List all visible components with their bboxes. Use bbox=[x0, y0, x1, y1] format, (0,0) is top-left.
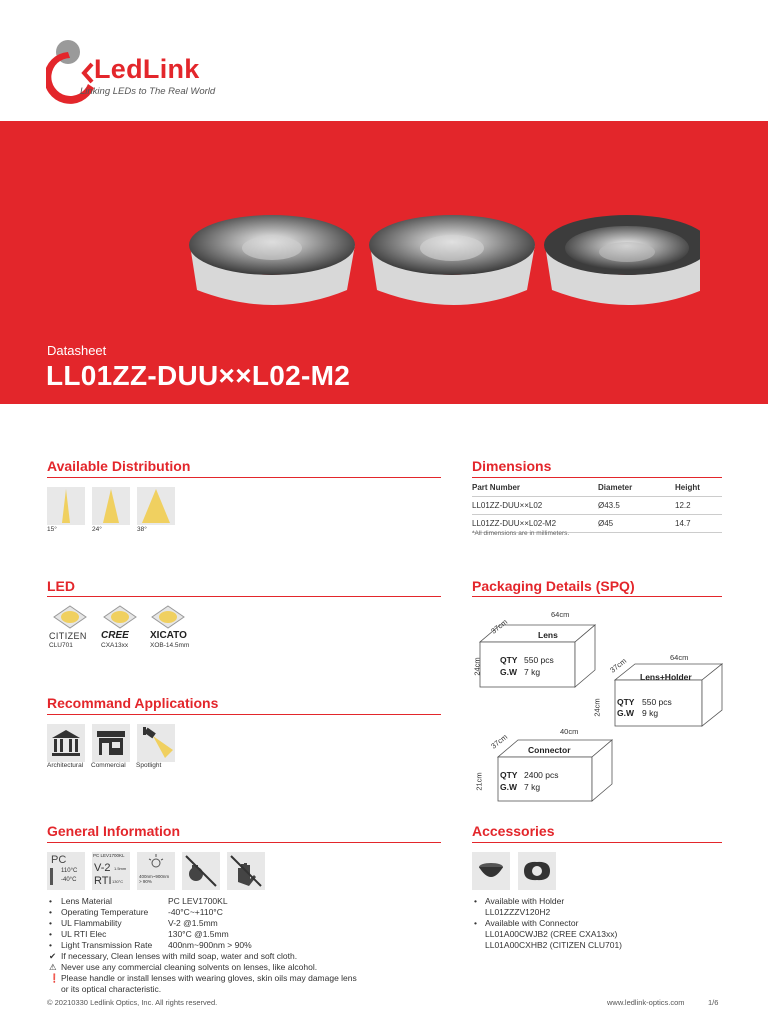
datasheet-label: Datasheet bbox=[47, 343, 107, 358]
connector-part-number: LL01A00CXHB2 (CITIZEN CLU701) bbox=[485, 940, 623, 950]
note-row bbox=[49, 951, 357, 962]
divider bbox=[47, 714, 441, 715]
material-label: PC LEV1700KL bbox=[93, 853, 125, 858]
divider bbox=[472, 842, 722, 843]
spec-row bbox=[49, 940, 357, 951]
care-note: Please handle or install lenses with wearing gloves, skin oils may damage lens bbox=[61, 973, 357, 983]
care-note: or its optical characteristic. bbox=[61, 984, 162, 994]
note-row bbox=[49, 962, 357, 973]
section-title-dimensions: Dimensions bbox=[472, 458, 552, 474]
divider bbox=[472, 596, 722, 597]
spec-key: UL RTI Elec bbox=[61, 929, 107, 939]
note-row bbox=[49, 973, 357, 984]
box-connector-width: 40cm bbox=[560, 727, 579, 736]
rti-label: RTI bbox=[94, 875, 112, 887]
general-specs bbox=[49, 896, 357, 995]
box-connector-depth: 37cm bbox=[489, 732, 510, 751]
distribution-icons bbox=[47, 487, 177, 525]
spec-value: 400nm~900nm > 90% bbox=[168, 940, 252, 950]
spec-key: Lens Material bbox=[61, 896, 113, 906]
cell-part-number: LL01ZZ-DUU××L02 bbox=[472, 497, 598, 515]
dimensions-note: *All dimensions are in millimeters. bbox=[472, 530, 570, 537]
application-label-architectural: Architectural bbox=[47, 762, 84, 769]
ul-rating-tile bbox=[92, 852, 130, 890]
cell-height: 12.2 bbox=[675, 497, 722, 515]
footer-url[interactable]: www.ledlink-optics.com bbox=[607, 998, 685, 1007]
box-holder-depth: 37cm bbox=[608, 656, 629, 675]
product-title: LL01ZZ-DUU××L02-M2 bbox=[46, 360, 351, 391]
bullet: • bbox=[49, 940, 52, 950]
brand-tagline: Linking LEDs to The Real World bbox=[80, 86, 216, 97]
section-title-applications: Recommand Applications bbox=[47, 695, 219, 711]
list-item: • Available with Connector bbox=[474, 918, 579, 928]
bullet: • bbox=[474, 918, 477, 928]
note-row bbox=[49, 984, 357, 995]
divider bbox=[47, 477, 441, 478]
box-lens-name: Lens bbox=[538, 630, 558, 640]
footer-copyright: © 20210330 Ledlink Optics, Inc. All rights reserved. bbox=[47, 998, 218, 1007]
divider bbox=[472, 477, 722, 478]
led-brand-cree: CREE bbox=[101, 630, 129, 641]
box-holder-qty: 550 pcs bbox=[642, 697, 672, 707]
led-brand-citizen: CITIZEN bbox=[49, 631, 87, 641]
lens-photo-1 bbox=[189, 215, 355, 305]
col-height: Height bbox=[675, 480, 722, 497]
store-icon bbox=[97, 731, 125, 755]
box-lens-gw-label: G.W bbox=[500, 667, 517, 677]
alert-icon: ❗ bbox=[49, 973, 60, 983]
pc-temp-high: 110°C bbox=[61, 868, 78, 874]
col-part-number: Part Number bbox=[472, 480, 598, 497]
led-model-citizen: CLU701 bbox=[49, 642, 73, 649]
beam-label-15: 15° bbox=[47, 526, 57, 533]
spec-row bbox=[49, 929, 357, 940]
list-item bbox=[474, 929, 622, 940]
divider bbox=[47, 842, 441, 843]
led-brand-xicato: XICATO bbox=[150, 630, 187, 641]
section-title-packaging: Packaging Details (SPQ) bbox=[472, 578, 635, 594]
list-item bbox=[474, 907, 622, 918]
led-model-xicato: XOB-14.5mm bbox=[150, 642, 190, 649]
section-title-general: General Information bbox=[47, 823, 181, 839]
box-holder-gw: 9 kg bbox=[642, 708, 659, 718]
bullet: • bbox=[49, 929, 52, 939]
beam-label-24: 24° bbox=[92, 526, 102, 533]
pc-temp-low: -40°C bbox=[61, 877, 77, 883]
bullet: • bbox=[49, 918, 52, 928]
connector-icon bbox=[524, 862, 550, 880]
lens-photo-3 bbox=[544, 215, 700, 305]
led-chip-icons bbox=[50, 604, 190, 630]
warning-icon: ⚠ bbox=[49, 962, 57, 972]
sun-icon bbox=[148, 854, 164, 868]
v2-thickness: 1.5mm bbox=[114, 866, 127, 871]
box-connector-height: 21cm bbox=[474, 772, 484, 791]
section-title-accessories: Accessories bbox=[472, 823, 555, 839]
cell-diameter: Ø43.5 bbox=[598, 497, 675, 515]
box-lens-qty: 550 pcs bbox=[524, 655, 554, 665]
box-connector-qty: 2400 pcs bbox=[524, 770, 559, 780]
box-holder-gw-label: G.W bbox=[617, 708, 634, 718]
citizen-chip-icon bbox=[54, 606, 86, 628]
box-lens-qty-label: QTY bbox=[500, 655, 518, 665]
box-connector-qty-label: QTY bbox=[500, 770, 518, 780]
spec-key: Light Transmission Rate bbox=[61, 940, 153, 950]
footer-page-number: 1/6 bbox=[708, 998, 719, 1007]
box-lens-gw: 7 kg bbox=[524, 667, 541, 677]
pc-material-tile bbox=[47, 852, 85, 890]
cree-chip-icon bbox=[104, 606, 136, 628]
check-icon: ✔ bbox=[49, 951, 57, 961]
connector-part-number: LL01A00CWJB2 (CREE CXA13xx) bbox=[485, 929, 618, 939]
list-item: • Available with Holder bbox=[474, 896, 565, 906]
bullet: • bbox=[49, 907, 52, 917]
box-connector-gw: 7 kg bbox=[524, 782, 541, 792]
pc-label: PC bbox=[51, 854, 67, 866]
box-holder-height: 24cm bbox=[592, 698, 602, 717]
divider bbox=[47, 596, 441, 597]
list-item bbox=[474, 940, 622, 951]
box-lens-height: 24cm bbox=[472, 657, 482, 676]
v2-label: V-2 bbox=[94, 862, 111, 874]
spec-row bbox=[49, 907, 357, 918]
led-model-cree: CXA13xx bbox=[101, 642, 129, 649]
bullet: • bbox=[474, 896, 477, 906]
spec-key: Operating Temperature bbox=[61, 907, 149, 917]
rti-temp: 130°C bbox=[112, 879, 124, 884]
section-title-distribution: Available Distribution bbox=[47, 458, 191, 474]
dimensions-table bbox=[472, 480, 722, 533]
care-note: Never use any commercial cleaning solvents on lenses, like alcohol. bbox=[61, 962, 318, 972]
col-diameter: Diameter bbox=[598, 480, 675, 497]
box-connector-gw-label: G.W bbox=[500, 782, 517, 792]
box-holder-qty-label: QTY bbox=[617, 697, 635, 707]
transmission-label: 400nm~900nm > 90% bbox=[139, 874, 170, 884]
box-lens-depth: 37cm bbox=[489, 617, 510, 636]
application-icons bbox=[47, 724, 177, 762]
box-connector-name: Connector bbox=[528, 745, 571, 755]
spec-value: -40°C~+110°C bbox=[168, 907, 223, 917]
transmission-tile bbox=[137, 852, 175, 890]
box-holder-name: Lens+Holder bbox=[640, 672, 692, 682]
accessories-list bbox=[474, 896, 622, 951]
cell-diameter: Ø45 bbox=[598, 515, 675, 533]
spec-value: 130°C @1.5mm bbox=[168, 929, 229, 939]
box-lens-width: 64cm bbox=[551, 610, 570, 619]
brand-name: LedLink bbox=[94, 54, 200, 84]
table-header-row bbox=[472, 480, 722, 497]
table-row bbox=[472, 497, 722, 515]
box-holder-width: 64cm bbox=[670, 653, 689, 662]
care-note: If necessary, Clean lenses with mild soap, water and soft cloth. bbox=[61, 951, 298, 961]
accessory-icons bbox=[472, 852, 562, 890]
bullet: • bbox=[49, 896, 52, 906]
spec-row bbox=[49, 918, 357, 929]
application-label-commercial: Commercial bbox=[91, 762, 126, 769]
xicato-chip-icon bbox=[152, 606, 184, 628]
spec-value: V-2 @1.5mm bbox=[168, 918, 218, 928]
section-title-led: LED bbox=[47, 578, 75, 594]
product-photos bbox=[180, 200, 700, 320]
caution-icons bbox=[182, 852, 265, 890]
thermometer-icon bbox=[50, 868, 53, 885]
lens-photo-2 bbox=[369, 215, 535, 305]
spec-value: PC LEV1700KL bbox=[168, 896, 228, 906]
application-label-spotlight: Spotlight bbox=[136, 762, 162, 769]
cell-part-number: LL01ZZ-DUU××L02-M2 bbox=[472, 515, 598, 533]
spec-row bbox=[49, 896, 357, 907]
holder-part-number: LL01ZZZV120H2 bbox=[485, 907, 551, 917]
beam-label-38: 38° bbox=[137, 526, 147, 533]
spec-key: UL Flammability bbox=[61, 918, 122, 928]
cell-height: 14.7 bbox=[675, 515, 722, 533]
